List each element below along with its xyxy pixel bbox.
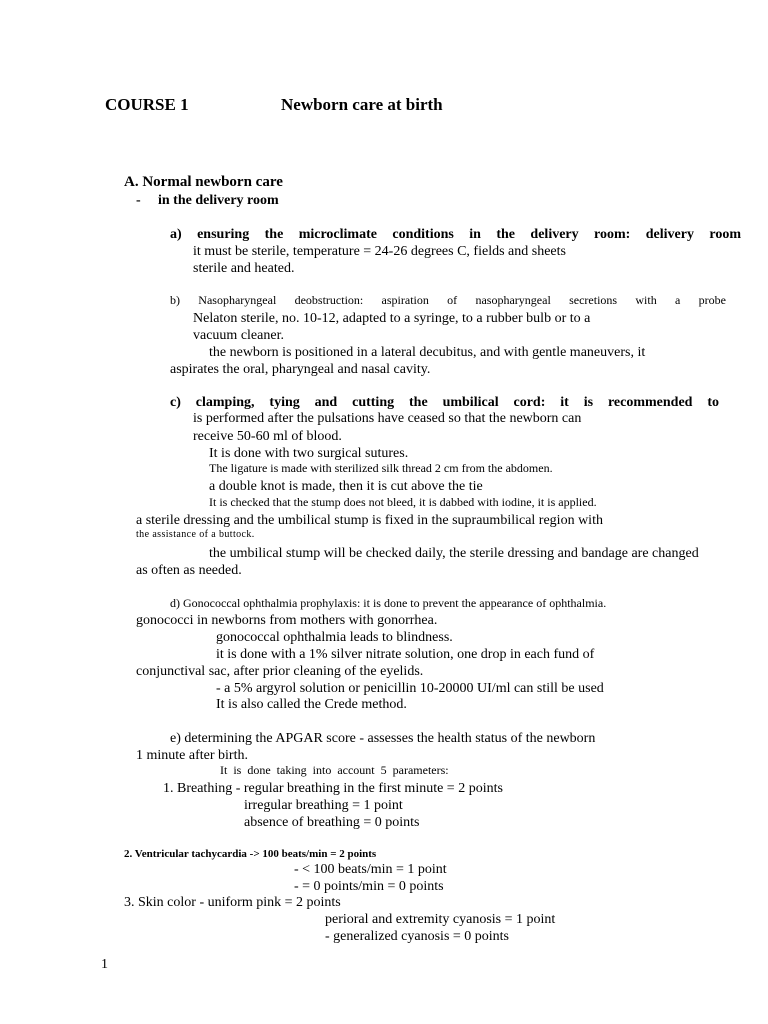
item-e-line-1: e) determining the APGAR score - assesses the health status of the newborn <box>170 731 596 746</box>
item-c-line-1: c) clamping, tying and cutting the umbilical cord: it is recommended to <box>170 395 719 410</box>
apgar-heart-line-1: 2. Ventricular tachycardia -> 100 beats/min = 2 points <box>124 848 377 860</box>
item-c-line-8: a sterile dressing and the umbilical stump is fixed in the supraumbilical region with <box>136 513 603 528</box>
bullet-dash: - <box>136 193 141 208</box>
item-c-line-6: a double knot is made, then it is cut above the tie <box>209 479 483 494</box>
item-d-line-3: gonococcal ophthalmia leads to blindness. <box>216 630 453 645</box>
item-d-line-7: It is also called the Crede method. <box>216 697 407 712</box>
item-e-line-3: It is done taking into account 5 parameters: <box>220 763 449 777</box>
apgar-breathing-line-2: irregular breathing = 1 point <box>244 798 403 813</box>
apgar-heart-line-3: - = 0 points/min = 0 points <box>294 879 444 894</box>
item-c-line-7: It is checked that the stump does not bleed, it is dabbed with iodine, it is applied. <box>209 495 597 509</box>
item-b-line-2: Nelaton sterile, no. 10-12, adapted to a syringe, to a rubber bulb or to a <box>193 311 591 326</box>
item-d-line-4: it is done with a 1% silver nitrate solution, one drop in each fund of <box>216 647 595 662</box>
course-label: COURSE 1 <box>105 95 189 114</box>
item-a-line-2: it must be sterile, temperature = 24-26 degrees C, fields and sheets <box>193 244 566 259</box>
item-b-line-3: vacuum cleaner. <box>193 328 284 343</box>
item-a-line-1: a) ensuring the microclimate conditions in the delivery room: delivery room <box>170 227 741 242</box>
page-number: 1 <box>101 957 108 972</box>
apgar-breathing-line-1: 1. Breathing - regular breathing in the first minute = 2 points <box>163 781 503 796</box>
item-b-line-5: aspirates the oral, pharyngeal and nasal cavity. <box>170 362 431 377</box>
item-b-line-1: b) Nasopharyngeal deobstruction: aspiration of nasopharyngeal secretions with a probe <box>170 293 726 307</box>
item-d-line-1: d) Gonococcal ophthalmia prophylaxis: it is done to prevent the appearance of ophthalmia. <box>170 596 607 610</box>
item-d-line-2: gonococci in newborns from mothers with gonorrhea. <box>136 613 438 628</box>
item-c-line-9: the assistance of a buttock. <box>136 529 255 540</box>
item-c-line-4: It is done with two surgical sutures. <box>209 446 409 461</box>
item-a-line-3: sterile and heated. <box>193 261 295 276</box>
apgar-breathing-line-3: absence of breathing = 0 points <box>244 815 420 830</box>
item-c-line-11: as often as needed. <box>136 563 242 578</box>
item-c-line-3: receive 50-60 ml of blood. <box>193 429 342 444</box>
apgar-skin-line-3: - generalized cyanosis = 0 points <box>325 929 510 944</box>
apgar-skin-line-1: 3. Skin color - uniform pink = 2 points <box>124 895 341 910</box>
item-d-line-6: - a 5% argyrol solution or penicillin 10-20000 UI/ml can still be used <box>216 681 604 696</box>
item-d-line-5: conjunctival sac, after prior cleaning of the eyelids. <box>136 664 424 679</box>
section-heading: A. Normal newborn care <box>124 174 283 190</box>
apgar-heart-line-2: - < 100 beats/min = 1 point <box>294 862 447 877</box>
item-c-line-5: The ligature is made with sterilized silk thread 2 cm from the abdomen. <box>209 461 553 475</box>
apgar-skin-line-2: perioral and extremity cyanosis = 1 point <box>325 912 556 927</box>
item-e-line-2: 1 minute after birth. <box>136 748 248 763</box>
item-b-line-4: the newborn is positioned in a lateral decubitus, and with gentle maneuvers, it <box>209 345 646 360</box>
item-c-line-2: is performed after the pulsations have ceased so that the newborn can <box>193 411 582 426</box>
page-title: Newborn care at birth <box>281 95 443 114</box>
bullet-text: in the delivery room <box>158 193 279 208</box>
item-c-line-10: the umbilical stump will be checked daily, the sterile dressing and bandage are changed <box>209 546 699 561</box>
